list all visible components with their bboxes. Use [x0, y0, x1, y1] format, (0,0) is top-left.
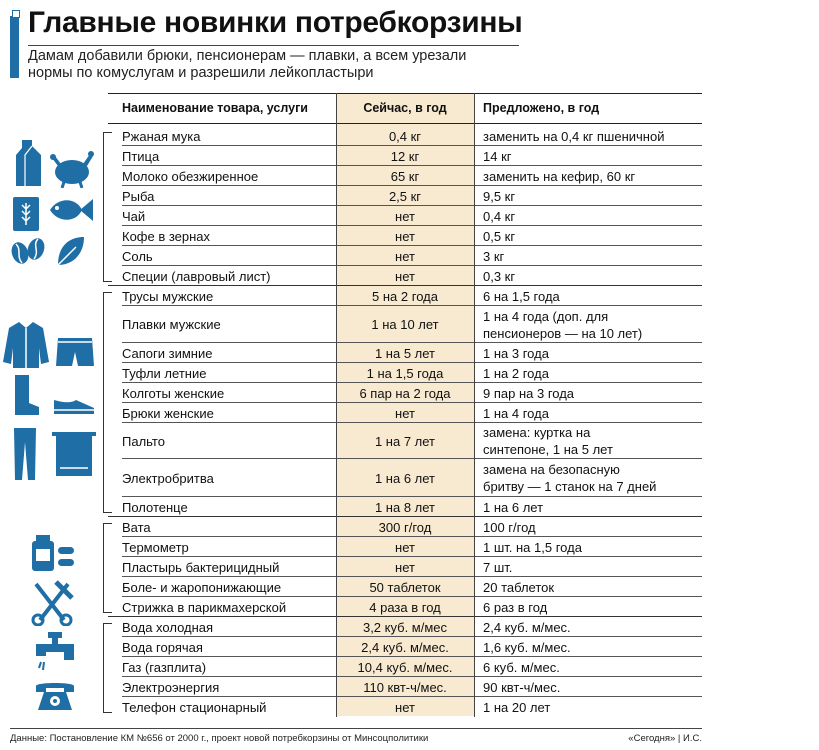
telephone-icon [34, 680, 76, 712]
scissors-comb-icon [30, 580, 74, 626]
table-cell-name: Вата [122, 519, 151, 535]
table-cell-proposed: 14 кг [483, 148, 512, 164]
column-divider [336, 93, 337, 717]
table-cell-name: Соль [122, 248, 153, 264]
table-cell-now: 1 на 8 лет [374, 499, 436, 515]
table-cell-now: нет [395, 405, 415, 421]
column-header-proposed: Предложено, в год [483, 101, 600, 115]
table-cell-now: 6 пар на 2 года [359, 385, 451, 401]
title-marker [12, 10, 20, 18]
table-cell-proposed: замена на безопасную бритву — 1 станок на 7 дней [483, 462, 657, 494]
table-cell-name: Сапоги зимние [122, 345, 213, 361]
table-cell-proposed: 1 на 4 года (доп. для пенсионеров — на 10 лет) [483, 308, 643, 341]
table-cell-now: 2,5 кг [388, 188, 422, 204]
table-cell-name: Рыба [122, 188, 155, 204]
table-cell-name: Газ (газплита) [122, 659, 207, 675]
table-cell-now: 4 раза в год [369, 599, 441, 615]
table-row [108, 577, 702, 597]
table-row [108, 497, 702, 517]
header-rule [108, 123, 702, 124]
faucet-icon [34, 632, 76, 672]
table-row [108, 517, 702, 537]
table-row [108, 403, 702, 423]
table-cell-proposed: 1 на 6 лет [483, 499, 544, 515]
column-header-name: Наименование товара, услуги [122, 101, 308, 115]
table-cell-proposed: заменить на кефир, 60 кг [483, 168, 636, 184]
table-row [108, 306, 702, 343]
table-cell-now: 10,4 куб. м/мес. [357, 659, 453, 675]
table-cell-name: Вода холодная [122, 619, 214, 635]
table-cell-now: 1 на 6 лет [374, 470, 436, 486]
table-cell-proposed: 6 на 1,5 года [483, 288, 560, 304]
table-cell-name: Полотенце [122, 499, 188, 515]
table-cell-now: 1 на 10 лет [371, 317, 439, 332]
table-cell-now: 1 на 5 лет [374, 345, 436, 361]
table-cell-proposed: 6 раз в год [483, 599, 548, 615]
table-cell-proposed: 0,4 кг [483, 208, 516, 224]
table-cell-now: нет [395, 699, 415, 715]
towel-icon [52, 430, 96, 476]
table-cell-now: 2,4 куб. м/мес. [361, 639, 449, 655]
table-row [108, 226, 702, 246]
footer-credit: «Сегодня» | И.С. [628, 733, 702, 744]
table-row [108, 246, 702, 266]
table-cell-now: 12 кг [390, 148, 420, 164]
table-cell-now: нет [395, 228, 415, 244]
page-subtitle: Дамам добавили брюки, пенсионерам — плавки, а всем урезали нормы по комуслугам и разрешили лейкопластыри [28, 48, 467, 81]
table-cell-name: Электробритва [122, 470, 214, 486]
title-accent-bar [10, 16, 19, 78]
table-cell-proposed: 1 шт. на 1,5 года [483, 539, 582, 555]
table-row [108, 286, 702, 306]
table-row [108, 597, 702, 617]
footer-source: Данные: Постановление КМ №656 от 2000 г., проект новой потребкорзины от Минсоцполитики [10, 733, 429, 744]
table-row [108, 166, 702, 186]
medicine-icon [30, 535, 76, 573]
table-cell-now: 300 г/год [378, 519, 432, 535]
table-cell-now: 65 кг [390, 168, 420, 184]
table-cell-name: Трусы мужские [122, 288, 214, 304]
table-cell-proposed: 2,4 куб. м/мес. [483, 619, 571, 635]
table-cell-proposed: 7 шт. [483, 559, 513, 575]
shoe-icon [52, 396, 96, 416]
table-row [108, 677, 702, 697]
table-row [108, 537, 702, 557]
flour-pack-icon [13, 195, 39, 231]
table-cell-name: Брюки женские [122, 405, 214, 421]
table-cell-proposed: заменить на 0,4 кг пшеничной [483, 128, 665, 144]
jacket-icon [3, 320, 49, 370]
table-cell-name: Молоко обезжиренное [122, 168, 259, 184]
page-title: Главные новинки потребкорзины [28, 6, 523, 39]
table-cell-now: 0,4 кг [388, 128, 422, 144]
table-cell-name: Ржаная мука [122, 128, 201, 144]
boot-icon [13, 375, 39, 415]
table-cell-name: Птица [122, 148, 160, 164]
table-cell-proposed: 1,6 куб. м/мес. [483, 639, 571, 655]
table-cell-proposed: 6 куб. м/мес. [483, 659, 560, 675]
table-cell-proposed: 3 кг [483, 248, 505, 264]
title-rule [28, 45, 519, 46]
table-cell-name: Пальто [122, 433, 165, 449]
table-row [108, 697, 702, 717]
table-cell-now: 50 таблеток [369, 579, 441, 595]
table-cell-name: Туфли летние [122, 365, 207, 381]
table-cell-proposed: 1 на 20 лет [483, 699, 551, 715]
table-cell-proposed: 0,5 кг [483, 228, 516, 244]
table-cell-name: Пластырь бактерицидный [122, 559, 280, 575]
leaf-icon [56, 235, 86, 267]
group-bracket [103, 132, 112, 282]
swim-shorts-icon [55, 336, 95, 368]
group-bracket [103, 523, 112, 613]
table-row [108, 617, 702, 637]
table-cell-now: нет [395, 559, 415, 575]
table-cell-proposed: 9,5 кг [483, 188, 516, 204]
coffee-beans-icon [10, 235, 46, 267]
table-cell-now: нет [395, 248, 415, 264]
group-bracket [103, 292, 112, 513]
table-row [108, 146, 702, 166]
table-cell-now: нет [395, 539, 415, 555]
table-row [108, 126, 702, 146]
column-header-now: Сейчас, в год [363, 101, 447, 115]
table-cell-proposed: 90 квт-ч/мес. [483, 679, 561, 695]
table-row [108, 459, 702, 497]
table-cell-name: Термометр [122, 539, 189, 555]
milk-carton-icon [12, 140, 42, 186]
table-cell-proposed: замена: куртка на синтепоне, 1 на 5 лет [483, 425, 613, 457]
table-cell-now: нет [395, 208, 415, 224]
table-cell-proposed: 0,3 кг [483, 268, 516, 284]
table-cell-name: Кофе в зернах [122, 228, 211, 244]
table-cell-proposed: 1 на 2 года [483, 365, 549, 381]
trousers-icon [13, 428, 37, 480]
table-cell-proposed: 20 таблеток [483, 579, 555, 595]
table-cell-now: 1 на 1,5 года [366, 365, 444, 381]
table-row [108, 186, 702, 206]
table-cell-name: Стрижка в парикмахерской [122, 599, 287, 615]
table-row [108, 206, 702, 226]
table-cell-name: Электроэнергия [122, 679, 220, 695]
table-cell-proposed: 1 на 4 года [483, 405, 549, 421]
table-cell-proposed: 9 пар на 3 года [483, 385, 575, 401]
table-cell-name: Боле- и жаропонижающие [122, 579, 282, 595]
table-cell-name: Специи (лавровый лист) [122, 268, 271, 284]
table-cell-name: Колготы женские [122, 385, 225, 401]
column-divider [474, 93, 475, 717]
table-cell-name: Плавки мужские [122, 317, 221, 332]
table-cell-now: 110 квт-ч/мес. [363, 679, 447, 695]
table-cell-name: Вода горячая [122, 639, 203, 655]
table-cell-proposed: 100 г/год [483, 519, 536, 535]
table-cell-name: Телефон стационарный [122, 699, 267, 715]
table-row [108, 557, 702, 577]
group-bracket [103, 623, 112, 713]
table-row [108, 266, 702, 286]
chicken-icon [50, 150, 94, 188]
table-row [108, 423, 702, 459]
table-row [108, 363, 702, 383]
table-row [108, 637, 702, 657]
footer-rule [10, 728, 702, 729]
table-cell-proposed: 1 на 3 года [483, 345, 549, 361]
table-cell-now: 5 на 2 года [372, 288, 438, 304]
table-cell-name: Чай [122, 208, 146, 224]
table-row [108, 657, 702, 677]
table-row [108, 383, 702, 403]
table-cell-now: нет [395, 268, 415, 284]
table-row [108, 343, 702, 363]
table-cell-now: 3,2 куб. м/мес [362, 619, 448, 635]
table-cell-now: 1 на 7 лет [374, 433, 436, 449]
fish-icon [48, 197, 94, 223]
